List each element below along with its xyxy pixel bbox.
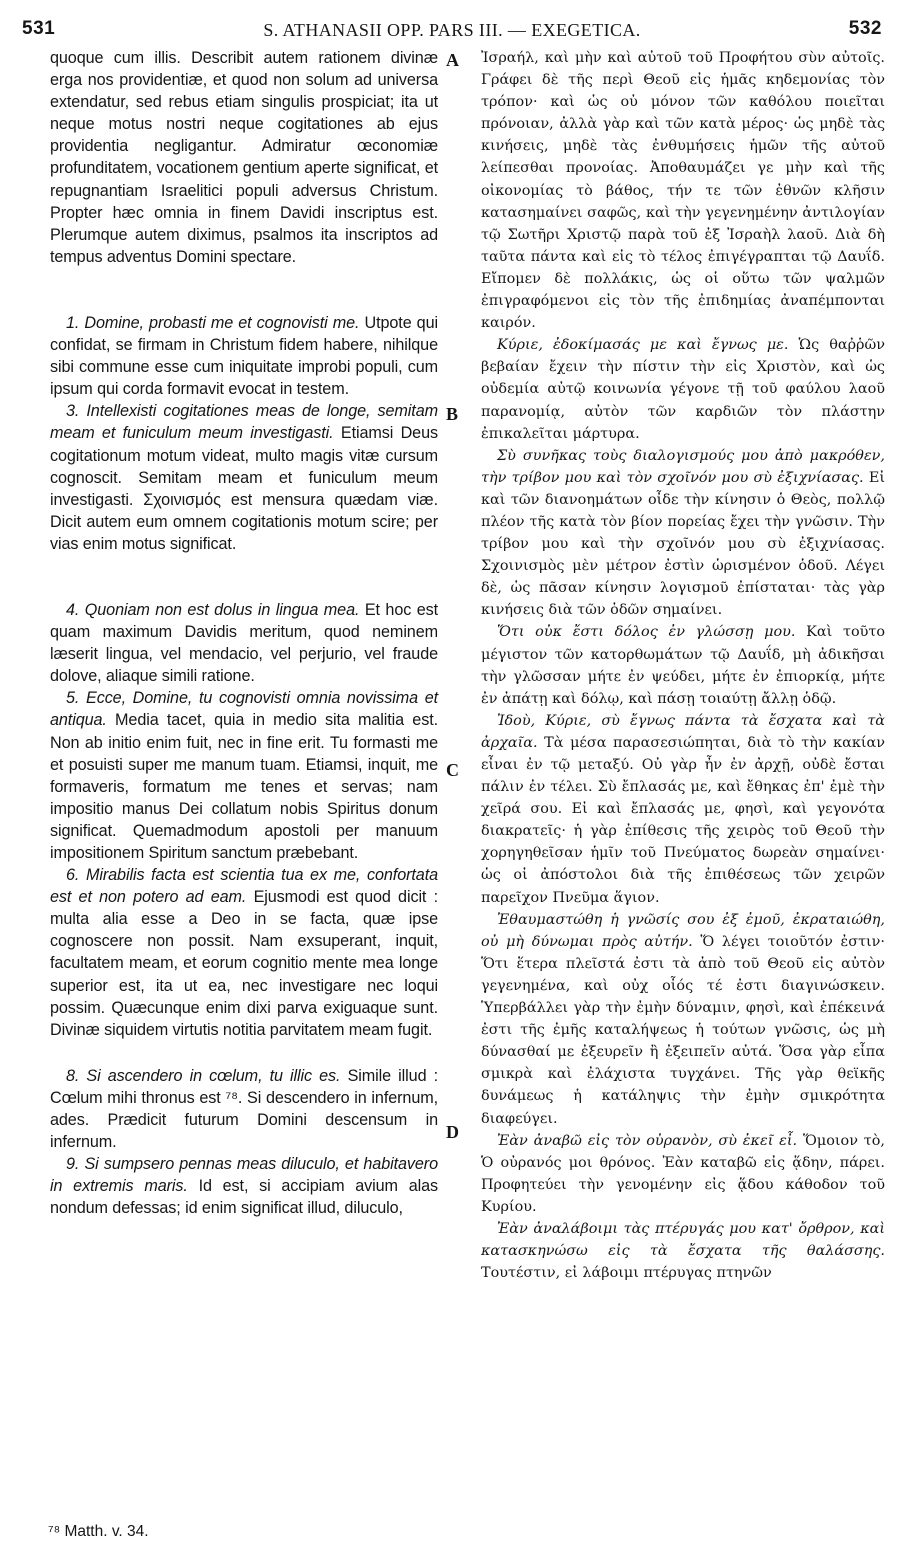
running-title: S. ATHANASII OPP. PARS III. — EXEGETICA. <box>263 20 641 40</box>
greek-paragraph: Σὺ συνῆκας τοὺς διαλογισμούς μου ἀπὸ μακρόθεν, τὴν τρίβον μου καὶ τὸν σχοῖνόν μου σὺ ἐξιχνίασας. Εἰ καὶ τῶν διανοημάτων οἶδε τὴν κίνησιν ὁ Θεὸς, πολλῷ πλέον τῆς κατὰ τὸν βίον πορείας ἔχει τὴν γνῶσιν. Τὴν τρίβον μου καὶ τὴν σχοῖνόν μου σὺ ἐξιχνίασας. Σχοινισμὸς μὲν μέτρον ἐστὶν ὡρισμένον ὁδοῦ. Λέγει δὲ, ὡς πᾶσαν κίνησιν λογισμοῦ ἐπίσταται· τὰς γὰρ κινήσεις διὰ τῶν ὁδῶν σημαίνει. <box>481 447 885 619</box>
greek-paragraph: Ἐὰν ἀναλάβοιμι τὰς πτέρυγάς μου κατ' ὄρθρον, καὶ κατασκηνώσω εἰς τὰ ἔσχατα τῆς θαλάσσης. Τουτέστιν, εἰ λάβοιμι πτέρυγας πτηνῶν <box>481 1220 885 1282</box>
greek-paragraph: Ἰδοὺ, Κύριε, σὺ ἔγνως πάντα τὰ ἔσχατα καὶ τὰ ἀρχαῖα. Τὰ μέσα παρασεσιώπηται, διὰ τὸ τὴν κακίαν εἶναι ἐν τῷ μεταξύ. Οὐ γὰρ ἦν ἐν ἀρχῇ, οὐδὲ ἔσται πάλιν ἐν τέλει. Σὺ ἔπλασάς με, καὶ ἔθηκας ἐπ' ἐμὲ τὴν χεῖρά σου. Εἰ καὶ ἔπλασάς με, φησὶ, καὶ γεγονότα διακρατεῖς· ἡ γὰρ ἐπίθεσις τῆς χειρὸς τοῦ Θεοῦ τὴν χορηγηθεῖσαν ἡμῖν τοῦ Πνεύματος δωρεὰν σημαίνει· ὡς οἱ ἀπόστολοι διὰ τῆς ἐπιθέσεως τῶν χειρῶν παρεῖχον Πνεῦμα ἅγιον. <box>481 712 885 906</box>
greek-lemma: Ἐθαυμαστώθη ἡ γνῶσίς σου ἐξ ἐμοῦ, ἐκραταιώθη, οὐ μὴ δύνωμαι πρὸς αὐτήν. <box>481 911 885 950</box>
greek-lemma: Σὺ συνῆκας τοὺς διαλογισμούς μου ἀπὸ μακρόθεν, τὴν τρίβον μου καὶ τὸν σχοῖνόν μου σὺ ἐξιχνίασας. <box>481 447 885 486</box>
greek-paragraph: Ὅτι οὐκ ἔστι δόλος ἐν γλώσσῃ μου. Καὶ τοῦτο μέγιστον τῶν κατορθωμάτων τῷ Δαυΐδ, μὴ ἀδικῆσαι τὴν γλῶσσαν μήτε ἐν ψεύδει, μήτε ἐν ἐπιορκίᾳ, μήτε ἐν ἀπάτῃ καὶ δόλῳ, καὶ πάσῃ τοιαύτῃ ἄλλῃ ὁδῷ. <box>481 624 886 707</box>
page-header <box>22 18 882 44</box>
greek-lemma: Κύριε, ἐδοκίμασάς με καὶ ἔγνως με. <box>497 337 789 354</box>
latin-lemma: 9. Si sumpsero pennas meas diluculo, et habitavero in extremis maris. <box>50 1155 438 1196</box>
margin-letter-a: A <box>446 50 459 70</box>
latin-column <box>50 47 438 1220</box>
page-number-right: 532 <box>848 18 882 39</box>
latin-paragraph: 6. Mirabilis facta est scientia tua ex me, confortata est et non potero ad eam. Ejusmodi est quod dicit : multa alia esse a Deo in se facta, quæ ipse cognoscere non possit. Nam exsuperant, inquit, facultatem meam, et eorum cognitio mente mea longe superior est, ita ut ea, nec investigare nec loqui possim. Quæcunque enim dixi parva exiguaque sunt. Divinæ siquidem virtutis notitia parvitatem meam fugit. <box>50 866 438 1039</box>
margin-letter-c: C <box>446 760 459 780</box>
latin-lemma: 4. Quoniam non est dolus in lingua mea. <box>66 600 360 619</box>
latin-lemma: 8. Si ascendero in cœlum, tu illic es. <box>66 1066 341 1085</box>
greek-paragraph: Ἐθαυμαστώθη ἡ γνῶσίς σου ἐξ ἐμοῦ, ἐκραταιώθη, οὐ μὴ δύνωμαι πρὸς αὐτήν. Ὅ λέγει τοιοῦτόν ἐστιν· Ὅτι ἕτερα πλεῖστά ἐστι τὰ ἀπὸ τοῦ Θεοῦ εἰς αὐτὸν γεγενημένα, καὶ οὐχ οἷός τέ ἐστι διαγινώσκειν. Ὑπερβάλλει γὰρ τὴν ἐμὴν δύναμιν, φησὶ, καὶ ἐπέκεινά ἐστι τῆς ἐμῆς καταλήψεως ἡ τούτων γνῶσις, ὡς μὴ δύνασθαί με ἐξευρεῖν ἢ ἐξειπεῖν αὐτά. Ὅσα γὰρ εἶπα σμικρὰ καὶ ἐλάχιστα τυγχάνει. Τῆς γὰρ θεϊκῆς δυνάμεως ἡ κατάληψις τὴν ἐμὴν σμικρότητα διαφεύγει. <box>481 911 885 1127</box>
greek-lemma: Ἰδοὺ, Κύριε, σὺ ἔγνως πάντα τὰ ἔσχατα καὶ τὰ ἀρχαῖα. <box>481 712 885 751</box>
latin-lemma: 5. Ecce, Domine, tu cognovisti omnia novissima et antiqua. <box>50 689 438 730</box>
latin-paragraph: 3. Intellexisti cogitationes meas de longe, semitam meam et funiculum meum investigasti. Etiamsi Deus cogitationum motum videat, multo magis vitæ cursum cognoscit. Semitam meam et funiculum meum investigasti. Σχοινισμός est mensura quædam viæ. Dicit autem eum omnem cogitationis motum scire; per vias enim motus significat. <box>50 402 438 553</box>
greek-paragraph: Ἰσραήλ, καὶ μὴν καὶ αὐτοῦ τοῦ Προφήτου σὺν αὐτοῖς. Γράφει δὲ τῆς περὶ Θεοῦ εἰς ἡμᾶς κηδεμονίας τὸν τρόπον· καὶ ὡς οὐ μόνον τῶν καθόλου ποιεῖται πρόνοιαν, ἀλλὰ γὰρ καὶ τῶν κατὰ μέρος· ὡς μηδὲ τὰς κινήσεις, μηδὲ τὰς ἐνθυμήσεις ἡμῶν τῆς αὐτοῦ λείπεσθαι προνοίας. Ἀποθαυμάζει γε μὴν καὶ τῆς οἰκονομίας τὸ βάθος, τήν τε τῶν ἐθνῶν κλῆσιν κατασημαίνει σαφῶς, καὶ τὴν γεγενημένην ἀντιλογίαν τῷ Σωτῆρι Χριστῷ παρὰ τοῦ ἐξ Ἰσραὴλ λαοῦ. Διὰ δὴ ταῦτα πάντα καὶ εἰς τὸ τέλος ἐπιγέγραπται τῷ Δαυΐδ. Εἴπομεν δὲ πολλάκις, ὡς οἱ οὕτω τῶν ψαλμῶν ἐπιγραφόμενοι εἰς τὸν τῆς ἐπιδημίας ἀναπέμπονται καιρόν. <box>481 50 885 332</box>
greek-lemma: Ὅτι οὐκ ἔστι δόλος ἐν γλώσσῃ μου. <box>497 624 796 641</box>
footnote: ⁷⁸ Matth. v. 34. <box>48 1523 149 1540</box>
latin-lemma: 1. Domine, probasti me et cognovisti me. <box>66 313 360 332</box>
greek-paragraph: Κύριε, ἐδοκίμασάς με καὶ ἔγνως με. Ὡς θαῤῥῶν βεβαίαν ἔχειν τὴν πίστιν τὴν εἰς Χριστὸν, καὶ ὡς οὐδεμία αὐτῷ κοινωνία γέγονε τῇ τοῦ φαύλου λαοῦ παρανομίᾳ, αὐτὸν τῶν καρδιῶν τὸν πλάστην ἐπικαλεῖται μάρτυρα. <box>481 337 885 442</box>
latin-lemma: 3. Intellexisti cogitationes meas de longe, semitam meam et funiculum meum investigasti. <box>50 402 438 443</box>
margin-letter-d: D <box>446 1122 459 1142</box>
latin-paragraph: 1. Domine, probasti me et cognovisti me. Utpote qui confidat, se firmam in Christum fidem habere, nihilque sibi commune esse cum iniquitate improbi populi, cum ipsum qui corda formavit evocat in testem. <box>50 313 438 399</box>
latin-paragraph: 5. Ecce, Domine, tu cognovisti omnia novissima et antiqua. Media tacet, quia in medio sita malitia est. Non ab initio enim fuit, nec in fine erit. Tu formasti me et posuisti super me manum tuam. Etiamsi, inquit, me formaveris, formatum me tenes et servas; nam impositio manus Dei collatum nobis Spiritus donum significat. Quemadmodum apostoli per manuum impositionem Spiritum sanctum præbebant. <box>50 689 438 862</box>
margin-letter-b: B <box>446 404 459 424</box>
latin-paragraph: 9. Si sumpsero pennas meas diluculo, et habitavero in extremis maris. Id est, si accipiam avium alas nondum defessas; id enim significat illud, diluculo, <box>50 1155 438 1218</box>
greek-paragraph: Ἐὰν ἀναβῶ εἰς τὸν οὐρανὸν, σὺ ἐκεῖ εἶ. Ὅμοιον τὸ, Ὁ οὐρανός μοι θρόνος. Ἐὰν καταβῶ εἰς ᾅδην, πάρει. Προφητεύει τὴν γενομένην εἰς ᾅδου κάθοδον τοῦ Κυρίου. <box>481 1132 885 1215</box>
latin-paragraph: 4. Quoniam non est dolus in lingua mea. Et hoc est quam maximum Davidis meritum, quod neminem læserit lingua, vel mendacio, vel perjurio, vel fraude dolove, aliaque simili ratione. <box>50 600 438 686</box>
greek-column <box>481 47 885 1284</box>
latin-lemma: 6. Mirabilis facta est scientia tua ex me, confortata est et non potero ad eam. <box>50 866 438 907</box>
greek-lemma: Ἐὰν ἀναβῶ εἰς τὸν οὐρανὸν, σὺ ἐκεῖ εἶ. <box>497 1132 798 1149</box>
latin-paragraph: 8. Si ascendero in cœlum, tu illic es. Simile illud : Cœlum mihi thronus est ⁷⁸. Si descendero in infernum, ades. Prædicit futurum Domini descensum in infernum. <box>50 1066 438 1152</box>
page-number-left: 531 <box>22 18 56 39</box>
greek-lemma: Ἐὰν ἀναλάβοιμι τὰς πτέρυγάς μου κατ' ὄρθρον, καὶ κατασκηνώσω εἰς τὰ ἔσχατα τῆς θαλάσσης. <box>481 1220 885 1260</box>
latin-paragraph: quoque cum illis. Describit autem rationem divinæ erga nos providentiæ, et quod non solum ad universa extendatur, sed rebus etiam singulis prospiciat; ita ut neque motus nostri neque cogitationes ab ejus providentia negligantur. Admiratur œconomiæ profunditatem, vocationem gentium aperte significat, et repugnantiam Israelitici populi adversus Christum. Propter hæc omnia in finem Davidi inscriptus est. Plerumque autem diximus, psalmos ita inscriptos ad tempus adventus Domini spectare. <box>50 49 438 266</box>
